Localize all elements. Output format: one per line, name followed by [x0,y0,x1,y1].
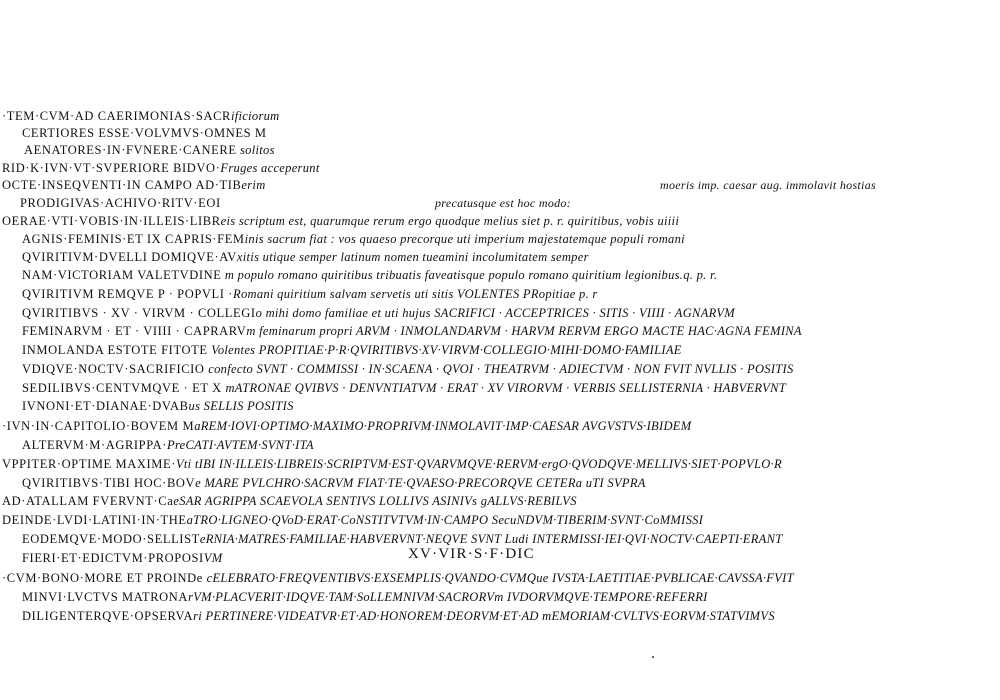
inscription-line: AD·ATALLAM FVERVNT·CaeSAR AGRIPPA SCAEVOLA SENTIVS LOLLIVS ASINIVs gALLVS·REBILVS [2,494,577,508]
inscription-line: DILIGENTERQVE·OPSERVAri PERTINERE·VIDEATVR·ET·AD·HONOREM·DEORVM·ET·AD mEMORIAM·CVLTVS·EORVM·STATVIMVS [22,609,775,623]
inscription-line: QVIRITIVM REMQVE P · POPVLI ·Romani quiritium salvam servetis uti sitis VOLENTES PRopitiae p. r [22,287,598,301]
inscription-line: NAM·VICTORIAM VALETVDINE m populo romano quiritibus tribuatis faveatisque populo romano quiritium legionibus.q. p. r. [22,268,718,282]
inscription-line: CERTIORES ESSE·VOLVMVS·OMNES M [22,126,267,140]
inscription-line: ·CVM·BONO·MORE ET PROINDe cELEBRATO·FREQVENTIBVS·EXSEMPLIS·QVANDO·CVMQue IVSTA·LAETITIAE·PVBLICAE·CAVSSA·FVIT [2,571,794,585]
inscription-line: MINVI·LVCTVS MATRONArVM·PLACVERIT·IDQVE·TAM·SoLLEMNIVM·SACRORVm IVDORVMQVE·TEMPORE·REFERRI [22,590,708,604]
inscription-line: ·TEM·CVM·AD CAERIMONIAS·SACRificiorum [2,109,280,123]
inscription-line: OCTE·INSEQVENTI·IN CAMPO AD·TIBerim [2,178,266,192]
inscription-line: INMOLANDA ESTOTE FITOTE Volentes PROPITIAE·P·R·QVIRITIBVS·XV·VIRVM·COLLEGIO·MIHI·DOMO·FAMILIAE [22,343,682,357]
inscription-line: DEINDE·LVDI·LATINI·IN·THEaTRO·LIGNEO·QVoD·ERAT·CoNSTITVTVM·IN·CAMPO SecuNDVM·TIBERIM·SVNT·CoMMISSI [2,513,704,527]
inscription-line: VDIQVE·NOCTV·SACRIFICIO confecto SVNT · COMMISSI · IN·SCAENA · QVOI · THEATRVM · ADIECTVM · NON FVIT NVLLIS · POSITIS [22,362,794,376]
inscription-line: OERAE·VTI·VOBIS·IN·ILLEIS·LIBReis scriptum est, quarumque rerum ergo quodque melius siet p. r. quiritibus, vobis uiiii [2,214,680,228]
center-sign: XV·VIR·S·F·DIC [408,546,535,562]
inscription-line: PRODIGIVAS·ACHIVO·RITV·EOI [20,196,221,210]
margin-note: moeris imp. caesar aug. immolavit hostias [660,178,876,192]
inscription-line: ·IVN·IN·CAPITOLIO·BOVEM MaREM·IOVI·OPTIMO·MAXIMO·PROPRIVM·INMOLAVIT·IMP·CAESAR AVGVSTVS·IBIDEM [2,419,692,433]
inscription-line: RID·K·IVN·VT·SVPERIORE BIDVO·Fruges acceperunt [2,161,320,175]
inscription-line: FEMINARVM · ET · VIIII · CAPRARVm feminarum propri ARVM · INMOLANDARVM · HARVM RERVM ERGO MACTE HAC·AGNA FEMINA [22,324,802,338]
margin-note: precatusque est hoc modo: [435,196,572,210]
inscription-line: IVNONI·ET·DIANAE·DVABus SELLIS POSITIS [22,399,294,413]
inscription-line: QVIRITIVM·DVELLI DOMIQVE·AVxitis utique semper latinum nomen tueamini incolumitatem semper [22,250,589,264]
inscription-line: QVIRITIBVS · XV · VIRVM · COLLEGIo mihi domo familiae et uti hujus SACRIFICI · ACCEPTRICES · SITIS · VIIII · AGNARVM [22,306,735,320]
inscription-line: AENATORES·IN·FVNERE·CANERE solitos [24,143,275,157]
inscription-line: SEDILIBVS·CENTVMQVE · ET X mATRONAE QVIBVS · DENVNTIATVM · ERAT · XV VIRORVM · VERBIS SELLISTERNIA · HABVERVNT [22,381,786,395]
inscription-line: EODEMQVE·MODO·SELLISTeRNIA·MATRES·FAMILIAE·HABVERVNT·NEQVE SVNT Ludi INTERMISSI·IEI·QVI·NOCTV·CAEPTI·ERANT [22,532,783,546]
inscription-line: VPPITER·OPTIME MAXIME·Vti tIBI IN·ILLEIS·LIBREIS·SCRIPTVM·EST·QVARVMQVE·RERVM·ergO·QVODQVE·MELLIVS·SIET·POPVLO·R [2,457,782,471]
inscription-line: FIERI·ET·EDICTVM·PROPOSIVM [22,551,223,565]
inscription-line: AGNIS·FEMINIS·ET IX CAPRIS·FEMinis sacrum fiat : vos quaeso precorque uti imperium majestatemque populi romani [22,232,685,246]
ink-speck [652,656,654,658]
inscription-line: ALTERVM·M·AGRIPPA·PreCATI·AVTEM·SVNT·ITA [22,438,314,452]
inscription-line: QVIRITIBVS·TIBI HOC·BOVe MARE PVLCHRO·SACRVM FIAT·TE·QVAESO·PRECORQVE CETERa uTI SVPRA [22,476,646,490]
